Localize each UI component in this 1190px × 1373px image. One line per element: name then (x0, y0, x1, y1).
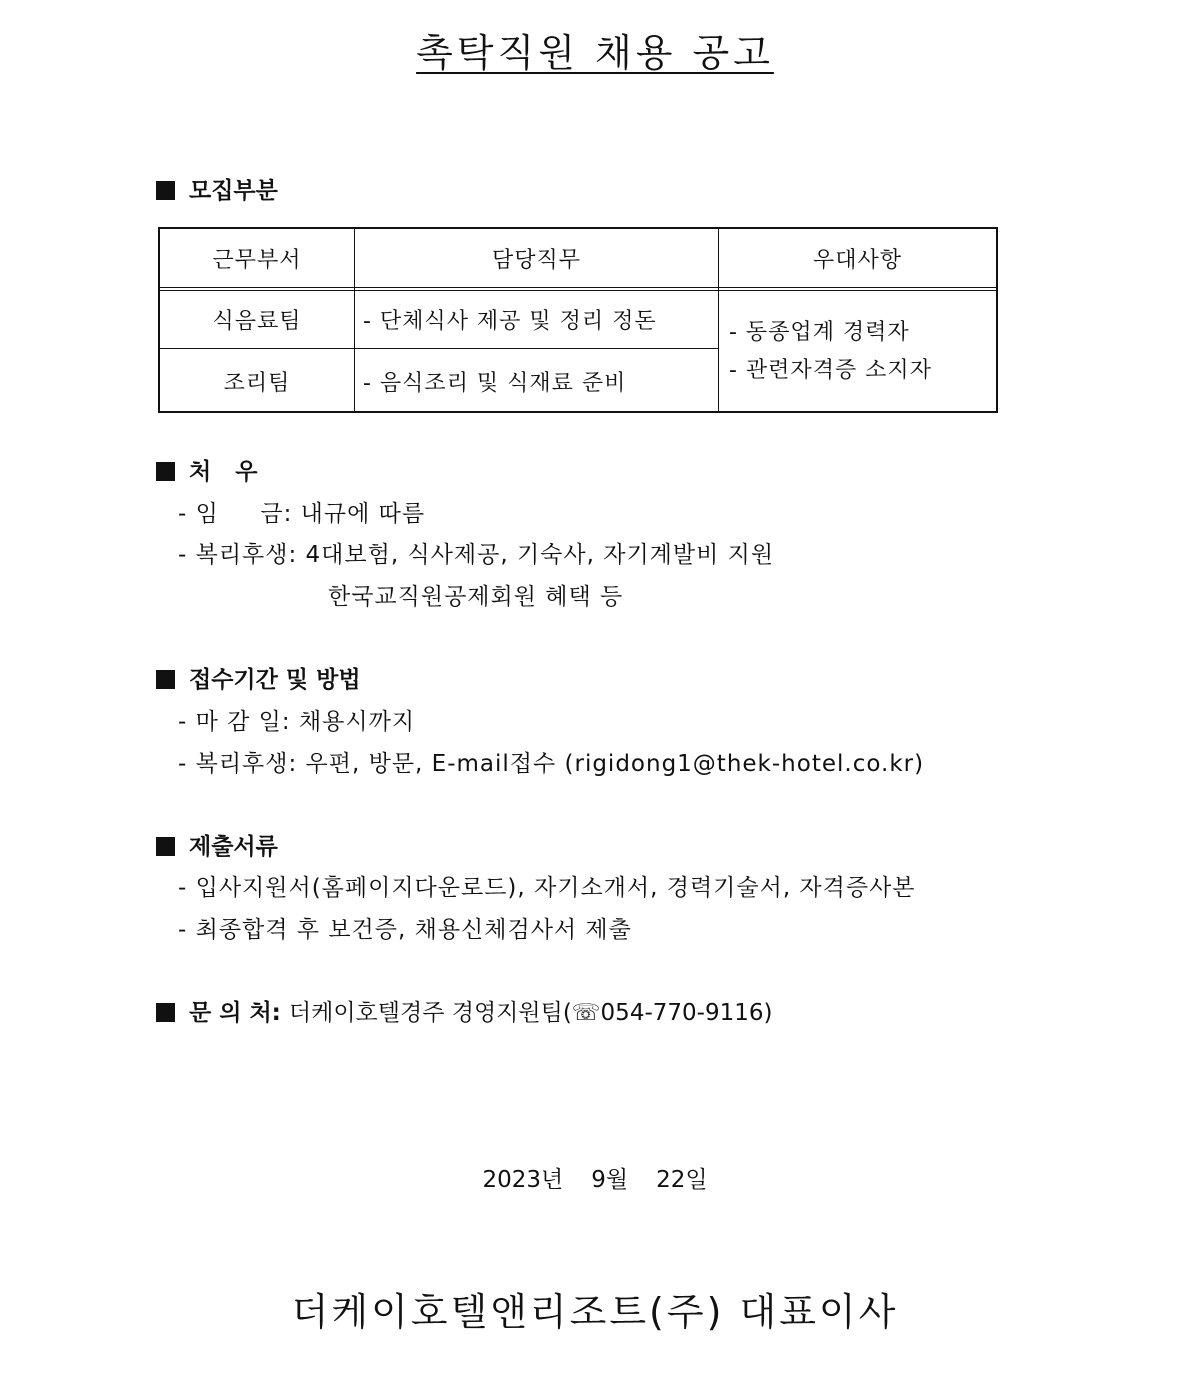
application-line: - 마 감 일: 채용시까지 (178, 709, 416, 735)
table-cell-dept: 식음료팀 (212, 309, 302, 334)
documents-line: - 최종합격 후 보건증, 채용신체검사서 제출 (178, 917, 632, 943)
company-signature: 더케이호텔앤리조트(주) 대표이사 (291, 1290, 899, 1334)
square-bullet-icon (156, 670, 175, 689)
announcement-date: 2023년 9월 22일 (482, 1167, 708, 1193)
preference-item: - 동종업계 경력자 (729, 320, 910, 345)
benefits-line: 한국교직원공제회원 혜택 등 (328, 584, 624, 610)
table-header-duty: 담당직무 (491, 247, 581, 273)
documents-line: - 입사지원서(홈페이지다운로드), 자기소개서, 경력기술서, 자격증사본 (178, 875, 916, 901)
benefits-heading: 처 우 (156, 457, 257, 487)
application-line: - 복리후생: 우편, 방문, E-mail접수 (rigidong1@thek-hotel.co.kr) (178, 751, 925, 777)
preference-item: - 관련자격증 소지자 (729, 358, 932, 383)
table-cell-preferences (719, 291, 996, 413)
square-bullet-icon (156, 462, 175, 481)
contact-value: 더케이호텔경주 경영지원팀(☏054-770-9116) (288, 1000, 773, 1026)
square-bullet-icon (156, 837, 175, 856)
page-title: 촉탁직원 채용 공고 (416, 31, 774, 75)
table-cell-duty: - 음식조리 및 식재료 준비 (363, 370, 627, 396)
contact-heading: 문 의 처: 더케이호텔경주 경영지원팀(☏054-770-9116) (156, 998, 772, 1028)
application-heading: 접수기간 및 방법 (156, 665, 361, 695)
square-bullet-icon (156, 1003, 175, 1022)
table-cell-dept: 조리팀 (223, 370, 291, 396)
table-header-preference: 우대사항 (812, 247, 902, 273)
benefits-line: - 임 금: 내규에 따름 (178, 501, 426, 527)
documents-heading: 제출서류 (156, 832, 278, 862)
benefits-line: - 복리후생: 4대보험, 식사제공, 기숙사, 자기계발비 지원 (178, 542, 775, 568)
table-cell-duty: - 단체식사 제공 및 정리 정돈 (363, 309, 657, 334)
square-bullet-icon (156, 181, 175, 200)
recruit-table (158, 227, 998, 413)
recruit-heading: 모집부분 (156, 176, 278, 206)
table-header-dept: 근무부서 (212, 247, 302, 273)
